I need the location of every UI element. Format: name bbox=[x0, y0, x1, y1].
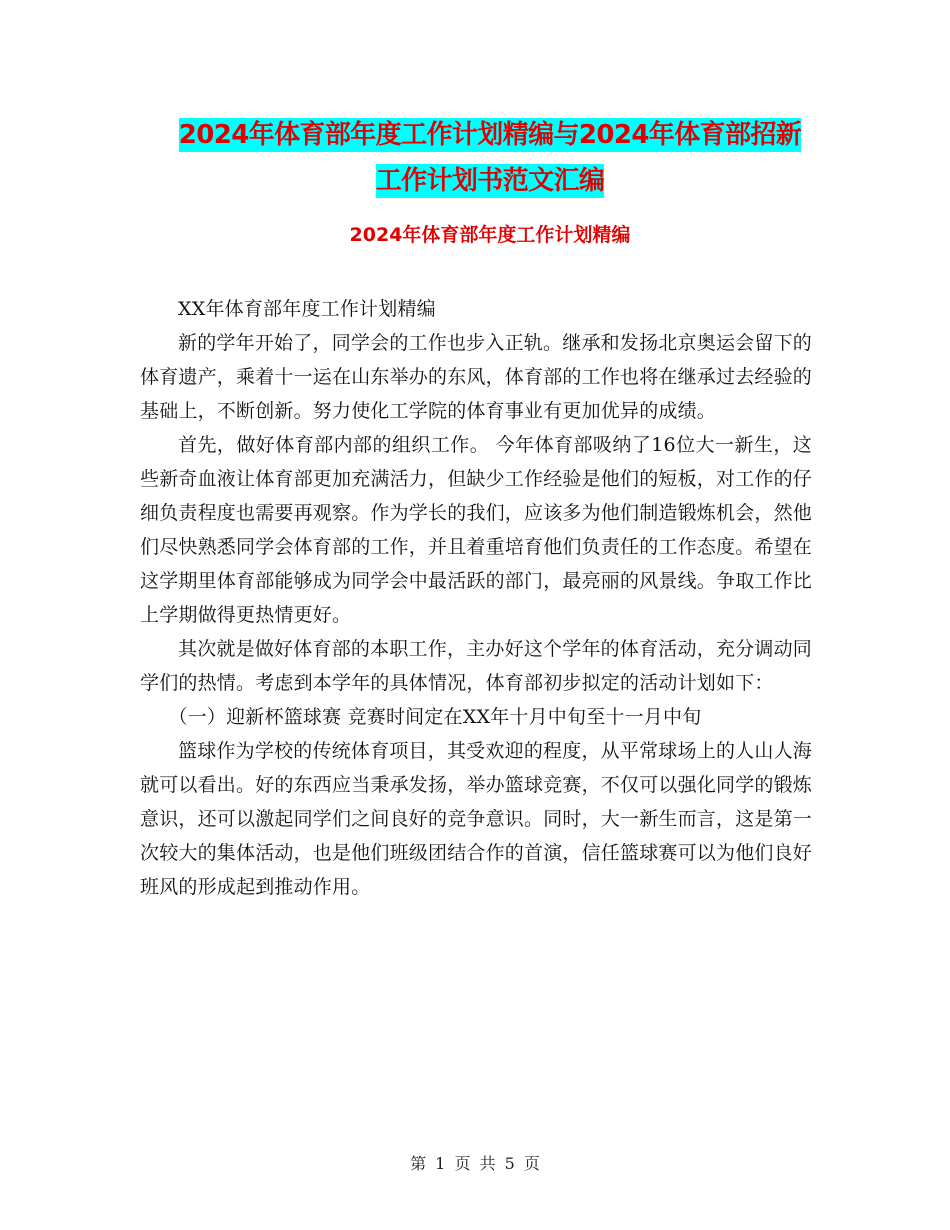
document-body bbox=[140, 292, 812, 904]
document-title-line-2: 工作计划书范文汇编 bbox=[375, 166, 605, 196]
page-footer: 第 1 页 共 5 页 bbox=[410, 1154, 540, 1173]
paragraph-duties: 其次就是做好体育部的本职工作，主办好这个学年的体育活动，充分调动同学们的热情。考虑到本学年的具体情况，体育部初步拟定的活动计划如下： bbox=[140, 638, 812, 694]
paragraph-subtitle: XX年体育部年度工作计划精编 bbox=[178, 298, 436, 320]
paragraph-basketball: 篮球作为学校的传统体育项目，其受欢迎的程度，从平常球场上的人山人海就可以看出。好的东西应当秉承发扬，举办篮球竞赛，不仅可以强化同学的锻炼意识，还可以激起同学们之间良好的竞争意识。同时，大一新生而言，这是第一次较大的集体活动，也是他们班级团结合作的首演，信任篮球赛可以为他们良好班风的形成起到推动作用。 bbox=[140, 740, 813, 898]
paragraph-intro: 新的学年开始了，同学会的工作也步入正轨。继承和发扬北京奥运会留下的体育遗产，乘着十一运在山东举办的东风，体育部的工作也将在继承过去经验的基础上，不断创新。努力使化工学院的体育事业有更加优异的成绩。 bbox=[140, 332, 813, 422]
paragraph-organization: 首先，做好体育部内部的组织工作。 今年体育部吸纳了16位大一新生，这些新奇血液让体育部更加充满活力，但缺少工作经验是他们的短板，对工作的仔细负责程度也需要再观察。作为学长的我们，应该多为他们制造锻炼机会，然他们尽快熟悉同学会体育部的工作，并且着重培育他们负责任的工作态度。希望在这学期里体育部能够成为同学会中最活跃的部门，最亮丽的风景线。争取工作比上学期做得更热情更好。 bbox=[140, 434, 813, 626]
document-title bbox=[140, 112, 840, 204]
paragraph-item-heading: （一）迎新杯篮球赛 竞赛时间定在XX年十月中旬至十一月中旬 bbox=[168, 706, 702, 728]
section-title: 2024年体育部年度工作计划精编 bbox=[349, 224, 631, 246]
document-title-line-1: 2024年体育部年度工作计划精编与2024年体育部招新 bbox=[178, 120, 802, 150]
